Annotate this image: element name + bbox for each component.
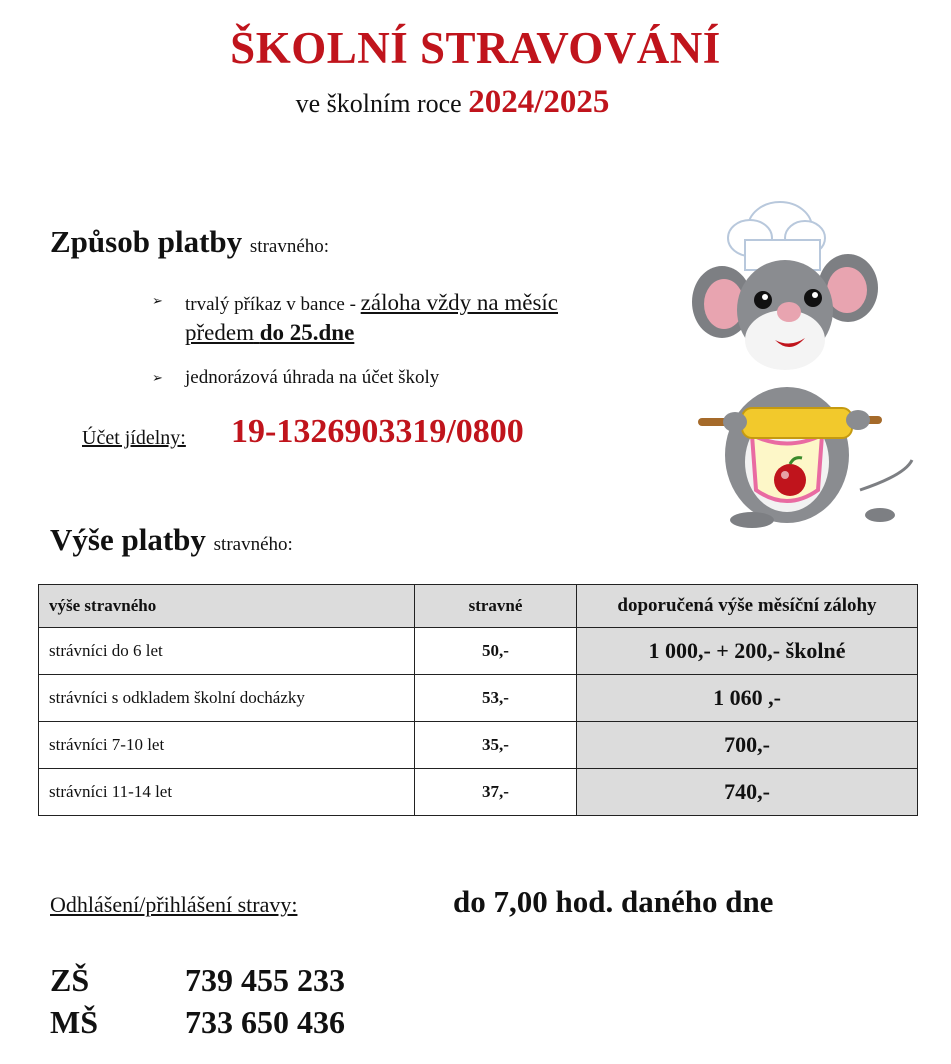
table-cell: 740,- (577, 769, 918, 816)
logout-deadline: do 7,00 hod. daného dne (453, 884, 774, 919)
table-cell: 1 060 ,- (577, 675, 918, 722)
table-row (39, 675, 918, 722)
table-row (39, 769, 918, 816)
fee-table (38, 584, 918, 816)
amount-heading (50, 522, 293, 558)
bullet-1-line2-prefix: předem (185, 320, 254, 345)
arrowhead-bullet-icon: ➢ (152, 370, 163, 385)
school-year: 2024/2025 (468, 84, 610, 120)
table-cell: 50,- (415, 628, 577, 675)
table-cell: 35,- (415, 722, 577, 769)
table-row (39, 722, 918, 769)
column-header: výše stravného (39, 585, 415, 628)
chef-mouse-icon (690, 190, 920, 535)
bullet-1-line1 (185, 290, 558, 316)
table-cell: 700,- (577, 722, 918, 769)
bullet-1-deadline: do 25.dne (259, 320, 355, 345)
table-row (39, 628, 918, 675)
contact-label-ms: MŠ (50, 1004, 98, 1040)
table-cell: 53,- (415, 675, 577, 722)
contact-label-zs: ZŠ (50, 962, 90, 998)
page-title: ŠKOLNÍ STRAVOVÁNÍ (230, 23, 721, 73)
contact-phone-zs: 739 455 233 (185, 962, 345, 998)
table-cell: 37,- (415, 769, 577, 816)
table-cell: strávníci do 6 let (39, 628, 415, 675)
bullet-2-text: jednorázová úhrada na účet školy (185, 367, 440, 388)
payment-heading (50, 224, 329, 260)
table-cell: 1 000,- + 200,- školné (577, 628, 918, 675)
bullet-1-line2 (185, 320, 354, 346)
bullet-1-highlight: záloha vždy na měsíc (360, 290, 559, 315)
column-header: doporučená výše měsíční zálohy (577, 585, 918, 628)
table-cell: strávníci s odkladem školní docházky (39, 675, 415, 722)
logout-label: Odhlášení/přihlášení stravy: (50, 892, 298, 917)
bullet-1-text: trvalý příkaz v bance - (185, 294, 356, 315)
contact-phone-ms: 733 650 436 (185, 1004, 345, 1040)
table-cell: strávníci 11-14 let (39, 769, 415, 816)
account-number: 19-1326903319/0800 (231, 413, 524, 450)
payment-heading-suffix: stravného: (249, 236, 330, 257)
subtitle-prefix: ve školním roce (295, 89, 462, 118)
account-label: Účet jídelny: (82, 427, 186, 449)
payment-heading-main: Způsob platby (50, 224, 243, 259)
column-header: stravné (415, 585, 577, 628)
amount-heading-main: Výše platby (50, 522, 206, 557)
table-cell: strávníci 7-10 let (39, 722, 415, 769)
table-header-row (39, 585, 918, 628)
school-year-line (0, 84, 905, 121)
arrowhead-bullet-icon: ➢ (152, 293, 163, 308)
amount-heading-suffix: stravného: (213, 534, 293, 555)
